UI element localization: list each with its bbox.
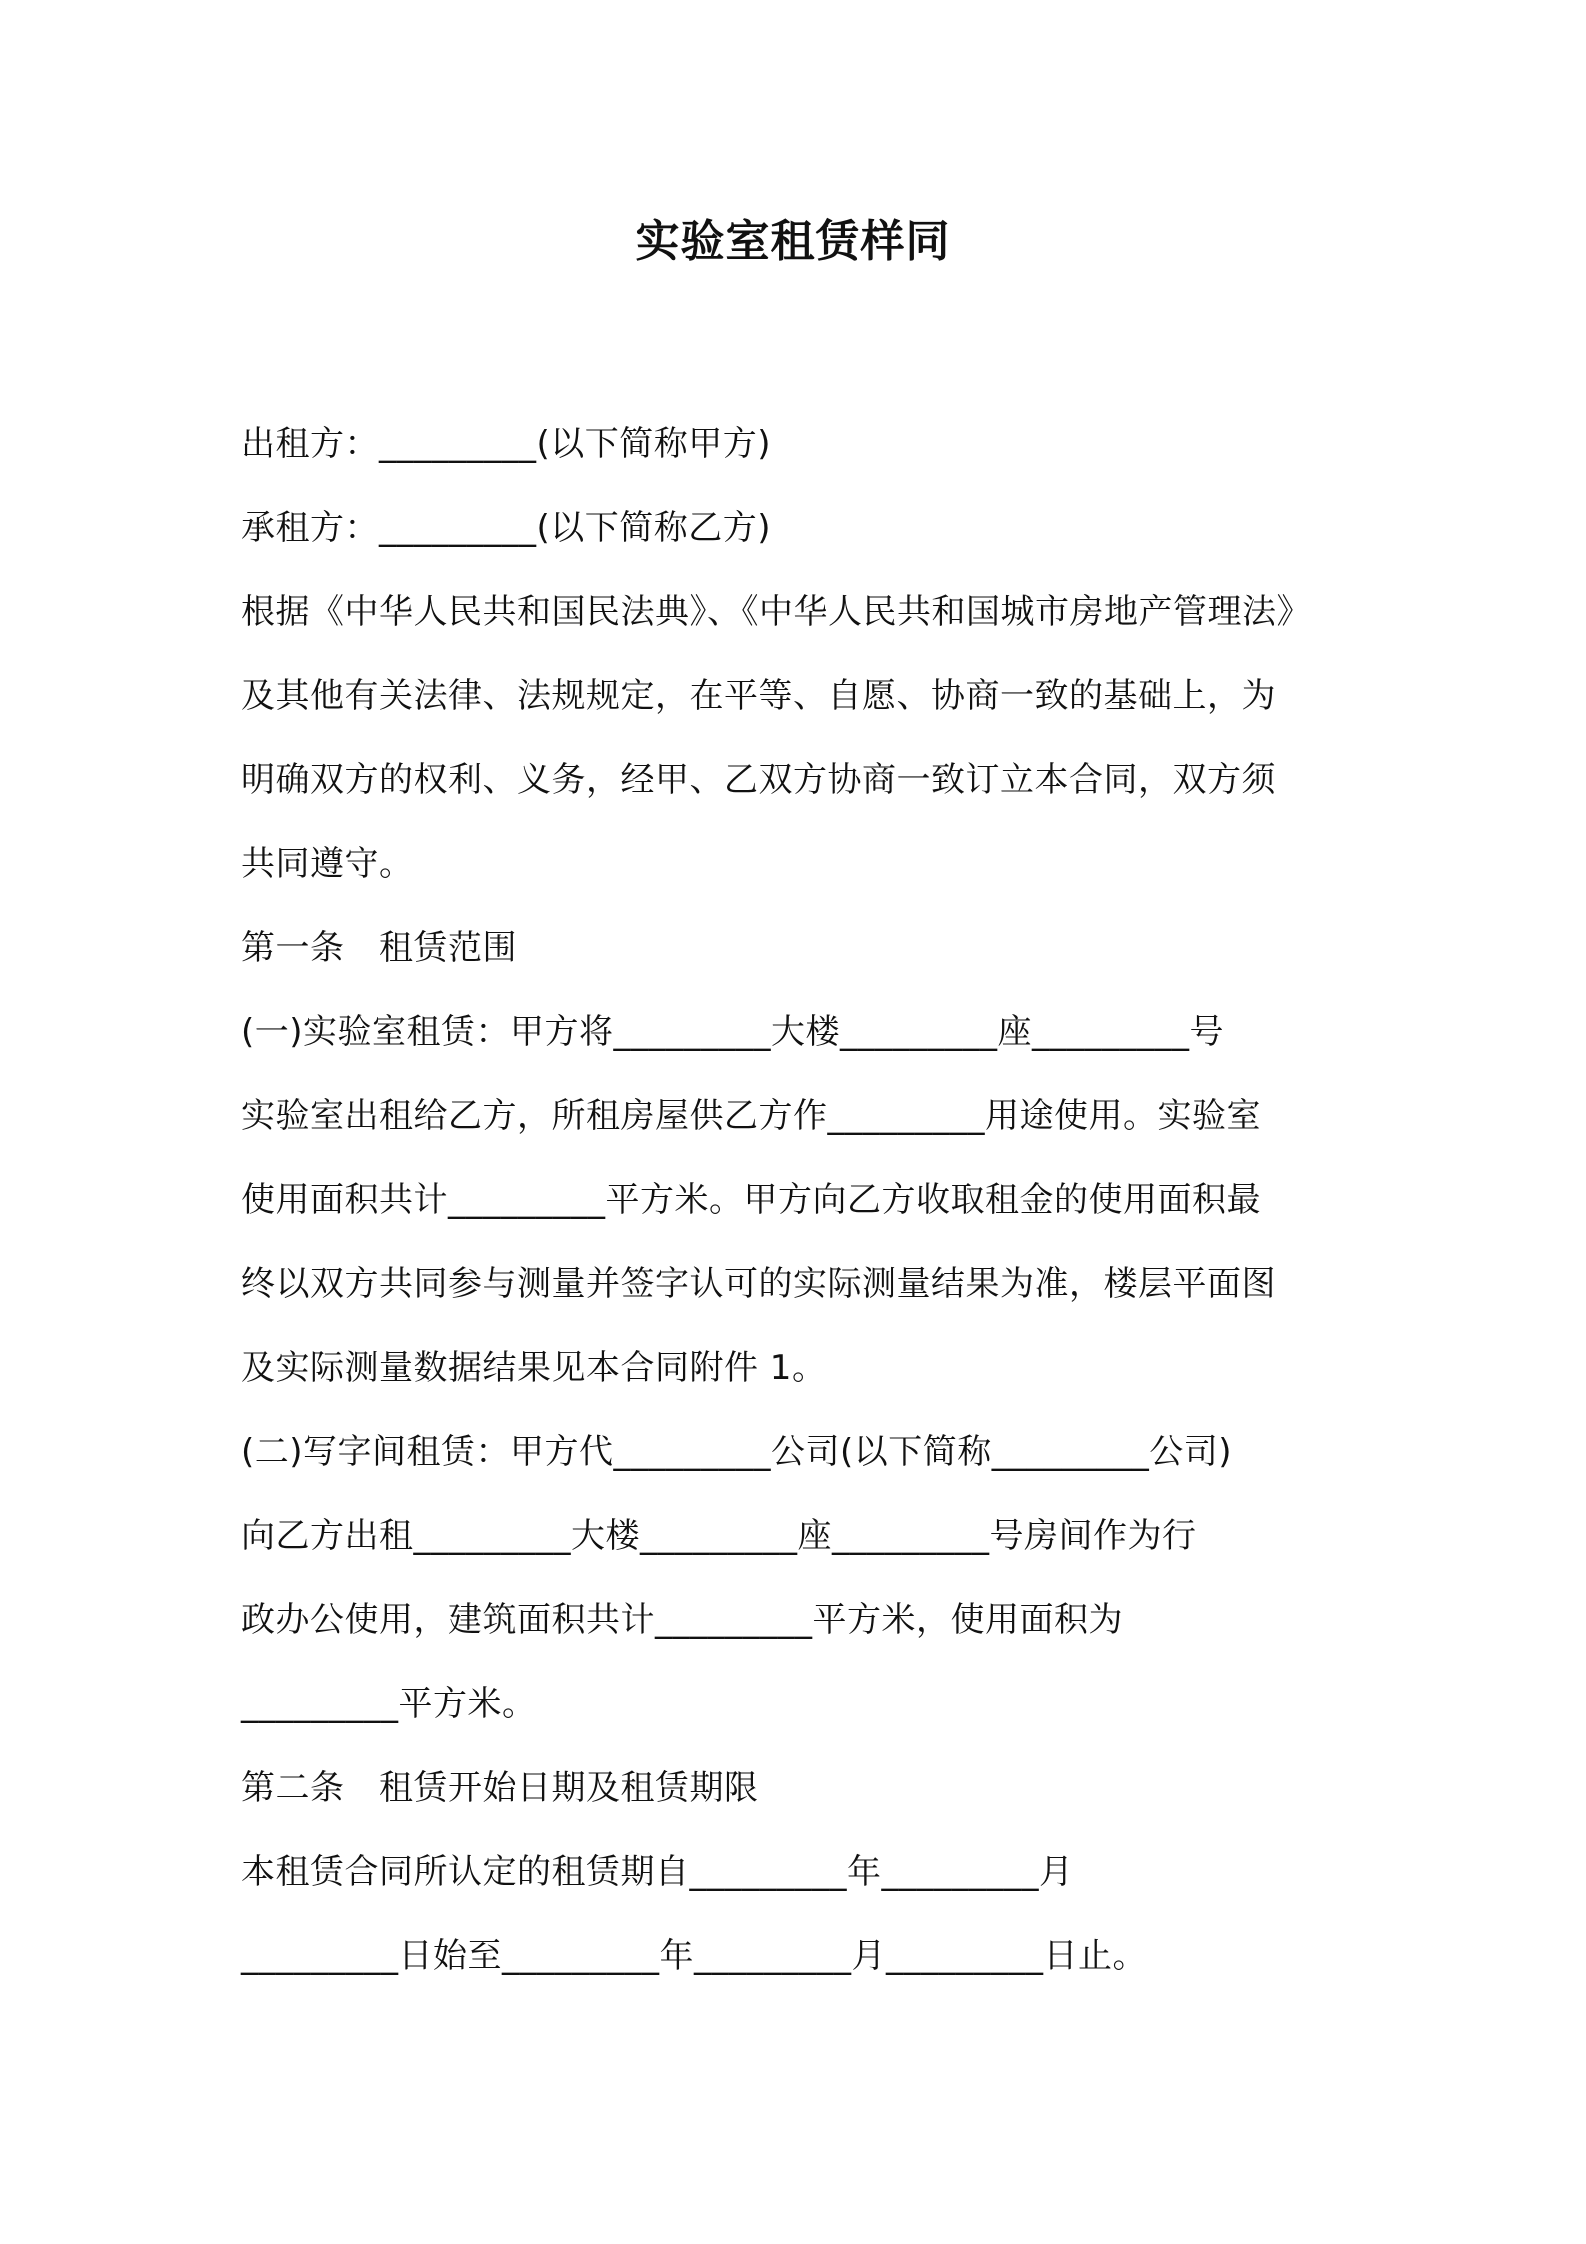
article-2-term-line-1: 本租赁合同所认定的租赁期自_________年_________月 <box>241 1852 1074 1892</box>
preamble-line-3: 明确双方的权利、义务，经甲、乙双方协商一致订立本合同，双方须 <box>241 760 1276 800</box>
article-1-office-line-3: 政办公使用，建筑面积共计_________平方米，使用面积为 <box>241 1600 1123 1640</box>
article-1-lab-line-4: 终以双方共同参与测量并签字认可的实际测量结果为准，楼层平面图 <box>241 1264 1276 1304</box>
preamble-line-1: 根据《中华人民共和国民法典》、《中华人民共和国城市房地产管理法》 <box>241 592 1311 632</box>
article-1-office-line-4: _________平方米。 <box>241 1684 537 1724</box>
article-1-lab-line-3: 使用面积共计_________平方米。甲方向乙方收取租金的使用面积最 <box>241 1180 1261 1220</box>
preamble-line-4: 共同遵守。 <box>241 844 414 884</box>
article-1-office-line-2: 向乙方出租_________大楼_________座_________号房间作为行 <box>241 1516 1197 1556</box>
lessor-line: 出租方：_________(以下简称甲方) <box>241 424 772 464</box>
article-1-lab-line-5: 及实际测量数据结果见本合同附件 1。 <box>241 1348 827 1388</box>
preamble-line-2: 及其他有关法律、法规规定，在平等、自愿、协商一致的基础上，为 <box>241 676 1276 716</box>
article-2-term-line-2: _________日始至_________年_________月_________日止。 <box>241 1936 1147 1976</box>
article-1-office-line-1: (二)写字间租赁：甲方代_________公司(以下简称_________公司) <box>241 1432 1233 1472</box>
article-1-lab-line-2: 实验室出租给乙方，所租房屋供乙方作_________用途使用。实验室 <box>241 1096 1261 1136</box>
article-1-heading: 第一条 租赁范围 <box>241 928 517 968</box>
lessee-line: 承租方：_________(以下简称乙方) <box>241 508 772 548</box>
document-body <box>241 402 1361 1998</box>
document-title: 实验室租赁样同 <box>635 216 951 267</box>
article-2-heading: 第二条 租赁开始日期及租赁期限 <box>241 1768 759 1808</box>
article-1-lab-line-1: (一)实验室租赁：甲方将_________大楼_________座_________号 <box>241 1012 1225 1052</box>
